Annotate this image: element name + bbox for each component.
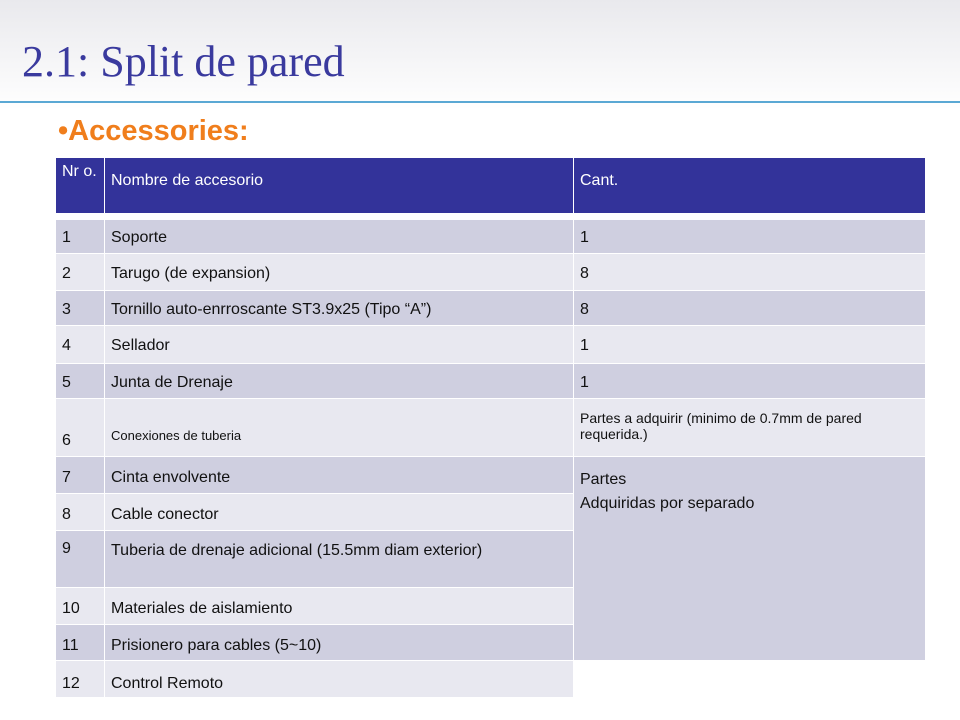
row-qty: 8 bbox=[574, 254, 925, 290]
row-name: Cable conector bbox=[105, 494, 573, 530]
row-name: Conexiones de tuberia bbox=[105, 399, 573, 456]
row-name: Junta de Drenaje bbox=[105, 364, 573, 398]
merged-qty-line1: Partes bbox=[580, 471, 627, 488]
row-nr: 8 bbox=[56, 494, 104, 530]
row-nr: 1 bbox=[56, 220, 104, 253]
row-nr: 5 bbox=[56, 364, 104, 398]
row-name: Cinta envolvente bbox=[105, 457, 573, 493]
row-nr: 10 bbox=[56, 588, 104, 624]
row-name: Materiales de aislamiento bbox=[105, 588, 573, 624]
header-name: Nombre de accesorio bbox=[105, 158, 573, 216]
title-divider bbox=[0, 101, 960, 103]
merged-qty-cell bbox=[574, 457, 925, 660]
row-qty: 1 bbox=[574, 220, 925, 253]
row-name: Tuberia de drenaje adicional (15.5mm diam exterior) bbox=[105, 531, 573, 587]
header-qty: Cant. bbox=[574, 158, 925, 216]
row-qty: 8 bbox=[574, 291, 925, 325]
row-name: Tarugo (de expansion) bbox=[105, 254, 573, 290]
row-name: Tornillo auto-enrroscante ST3.9x25 (Tipo “A”) bbox=[105, 291, 573, 325]
row-nr: 7 bbox=[56, 457, 104, 493]
header-nr: Nr o. bbox=[56, 158, 104, 216]
row-name: Control Remoto bbox=[105, 661, 573, 697]
row-nr: 2 bbox=[56, 254, 104, 290]
row-qty: 1 bbox=[574, 326, 925, 363]
row-nr: 3 bbox=[56, 291, 104, 325]
section-heading: •Accessories: bbox=[58, 115, 249, 147]
row-nr: 4 bbox=[56, 326, 104, 363]
merged-qty-line2: Adquiridas por separado bbox=[580, 495, 755, 512]
row-nr: 12 bbox=[56, 661, 104, 697]
row-nr: 9 bbox=[56, 531, 104, 587]
row-name: Sellador bbox=[105, 326, 573, 363]
row-name: Soporte bbox=[105, 220, 573, 253]
row-qty: 1 bbox=[574, 364, 925, 398]
row-name: Prisionero para cables (5~10) bbox=[105, 625, 573, 660]
row-nr: 11 bbox=[56, 625, 104, 660]
row-qty: Partes a adquirir (minimo de 0.7mm de pared requerida.) bbox=[574, 399, 925, 456]
slide-title: 2.1: Split de pared bbox=[22, 37, 345, 86]
row-nr: 6 bbox=[56, 399, 104, 456]
